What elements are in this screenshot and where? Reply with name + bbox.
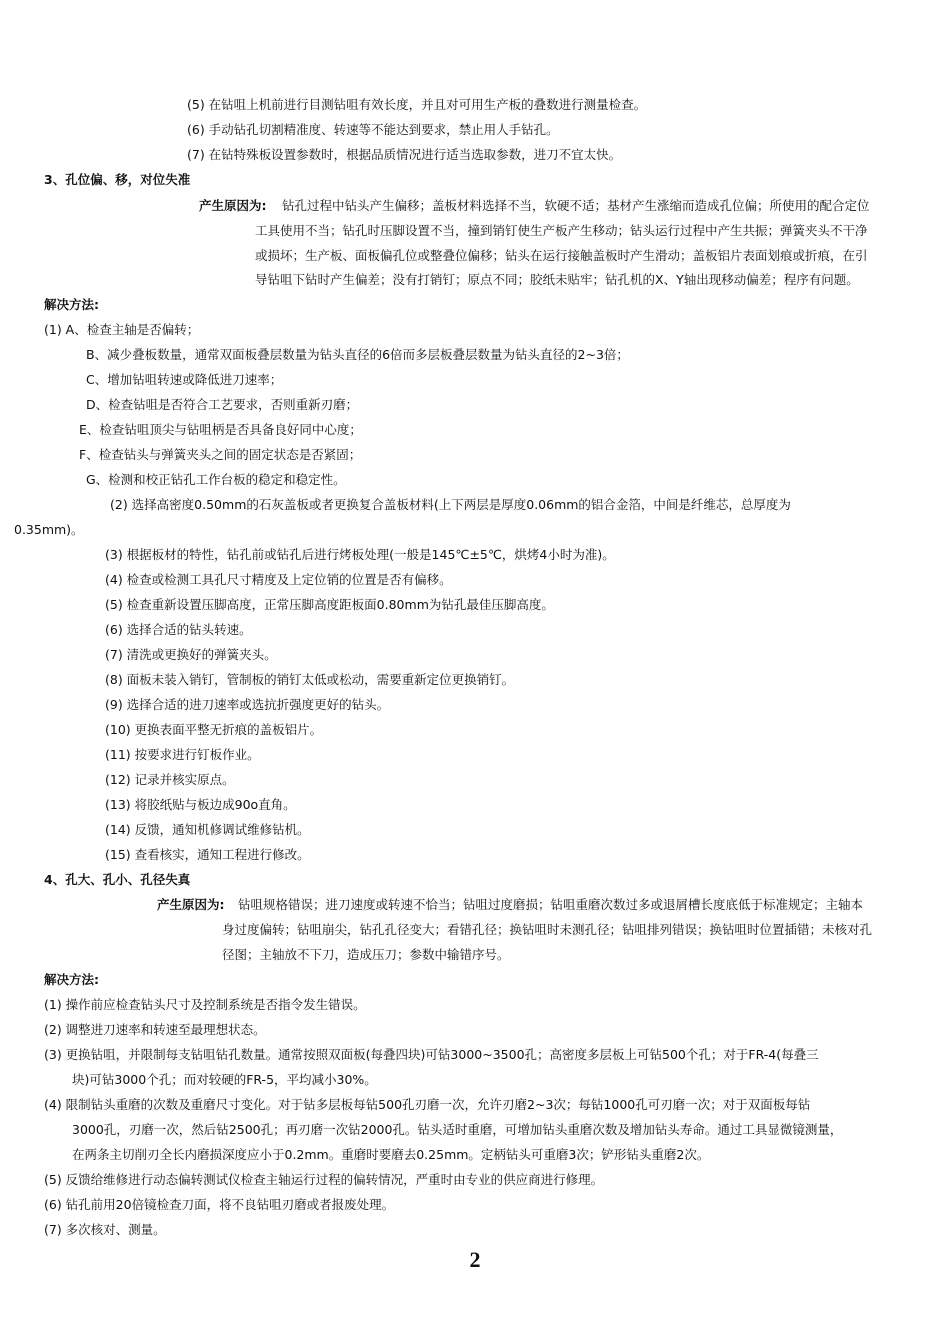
solution-item: (4) 限制钻头重磨的次数及重磨尺寸变化。对于钻多层板每钻500孔刃磨一次，允许刃磨2~3次；每钻1000孔可刃磨一次；对于双面板每钻	[44, 1097, 811, 1112]
step-5: (5) 在钻咀上机前进行目测钻咀有效长度，并且对可用生产板的叠数进行测量检查。	[187, 97, 647, 112]
section-4-cause-line: 钻咀规格错误；进刀速度或转速不恰当；钻咀过度磨损；钻咀重磨次数过多或退屑槽长度底低于标准规定；主轴本	[238, 897, 864, 912]
section-4-cause-label: 产生原因为:	[157, 897, 225, 912]
solution-sub-item: C、增加钻咀转速或降低进刀速率；	[86, 372, 283, 387]
solution-item: (15) 查看核实，通知工程进行修改。	[105, 847, 310, 862]
section-3-cause-line: 钻孔过程中钻头产生偏移；盖板材料选择不当，软硬不适；基材产生涨缩而造成孔位偏；所使用的配合定位	[282, 198, 870, 213]
section-4-heading: 4、孔大、孔小、孔径失真	[44, 872, 191, 887]
solution-item: (5) 反馈给维修进行动态偏转测试仪检查主轴运行过程的偏转情况，严重时由专业的供应商进行修理。	[44, 1172, 604, 1187]
section-4-cause-line: 径图；主轴放不下刀，造成压刀；参数中输错序号。	[222, 947, 510, 962]
solution-item-2: (2) 选择高密度0.50mm的石灰盖板或者更换复合盖板材料(上下两层是厚度0.06mm的铝合金箔，中间是纤维芯，总厚度为	[110, 497, 791, 512]
solution-item: (3) 根据板材的特性，钻孔前或钻孔后进行烤板处理(一般是145℃±5℃，烘烤4小时为准)。	[105, 547, 615, 562]
page-number: 2	[469, 1247, 481, 1272]
section-3-cause-line: 导钻咀下钻时产生偏差；没有打销钉；原点不同；胶纸未贴牢；钻孔机的X、Y轴出现移动偏差；程序有问题。	[255, 272, 859, 287]
step-6: (6) 手动钻孔切割精准度、转速等不能达到要求，禁止用人手钻孔。	[187, 122, 559, 137]
section-4-solution-label: 解决方法:	[44, 972, 99, 987]
solution-item: (6) 钻孔前用20倍镜检查刀面，将不良钻咀刃磨或者报废处理。	[44, 1197, 395, 1212]
section-3-solution-label: 解决方法:	[44, 297, 99, 312]
solution-item: (13) 将胶纸贴与板边成90o直角。	[105, 797, 296, 812]
solution-item-cont: 3000孔，刃磨一次，然后钻2500孔；再刃磨一次钻2000孔。钻头适时重磨，可增加钻头重磨次数及增加钻头寿命。通过工具显微镜测量，	[72, 1122, 843, 1137]
solution-item: (8) 面板未装入销钉，管制板的销钉太低或松动，需要重新定位更换销钉。	[105, 672, 515, 687]
step-7: (7) 在钻特殊板设置参数时，根据品质情况进行适当选取参数，进刀不宜太快。	[187, 147, 622, 162]
solution-item: (10) 更换表面平整无折痕的盖板铝片。	[105, 722, 323, 737]
solution-item: (1) 操作前应检查钻头尺寸及控制系统是否指令发生错误。	[44, 997, 366, 1012]
solution-sub-item: E、检查钻咀顶尖与钻咀柄是否具备良好同中心度；	[79, 422, 362, 437]
solution-item: (12) 记录并核实原点。	[105, 772, 235, 787]
solution-item: (4) 检查或检测工具孔尺寸精度及上定位销的位置是否有偏移。	[105, 572, 452, 587]
solution-sub-item: F、检查钻头与弹簧夹头之间的固定状态是否紧固；	[79, 447, 362, 462]
solution-sub-item: D、检查钻咀是否符合工艺要求，否则重新刃磨；	[86, 397, 359, 412]
section-3-heading: 3、孔位偏、移，对位失准	[44, 172, 191, 187]
solution-item: (6) 选择合适的钻头转速。	[105, 622, 252, 637]
solution-sub-item: (1) A、检查主轴是否偏转；	[44, 322, 200, 337]
solution-item-2-cont: 0.35mm)。	[14, 522, 84, 537]
solution-item: (3) 更换钻咀，并限制每支钻咀钻孔数量。通常按照双面板(每叠四块)可钻3000~3500孔；高密度多层板上可钻500个孔；对于FR-4(每叠三	[44, 1047, 819, 1062]
solution-item: (5) 检查重新设置压脚高度，正常压脚高度距板面0.80mm为钻孔最佳压脚高度。	[105, 597, 554, 612]
solution-sub-item: G、检测和校正钻孔工作台板的稳定和稳定性。	[86, 472, 346, 487]
solution-item: (7) 多次核对、测量。	[44, 1222, 166, 1237]
solution-item: (14) 反馈，通知机修调试维修钻机。	[105, 822, 310, 837]
solution-item: (2) 调整进刀速率和转速至最理想状态。	[44, 1022, 266, 1037]
solution-item: (9) 选择合适的进刀速率或选抗折强度更好的钻头。	[105, 697, 390, 712]
solution-item: (11) 按要求进行钉板作业。	[105, 747, 260, 762]
section-3-cause-line: 或损坏；生产板、面板偏孔位或整叠位偏移；钻头在运行接触盖板时产生滑动；盖板铝片表面划痕或折痕，在引	[255, 248, 868, 263]
section-3-cause-line: 工具使用不当；钻孔时压脚设置不当，撞到销钉使生产板产生移动；钻头运行过程中产生共振；弹簧夹头不干净	[255, 223, 868, 238]
section-3-cause-label: 产生原因为:	[199, 198, 267, 213]
solution-item-cont: 块)可钻3000个孔；而对较硬的FR-5，平均减小30%。	[72, 1072, 377, 1087]
solution-sub-item: B、减少叠板数量，通常双面板叠层数量为钻头直径的6倍而多层板叠层数量为钻头直径的2~3倍；	[86, 347, 629, 362]
solution-item: (7) 清洗或更换好的弹簧夹头。	[105, 647, 277, 662]
solution-item-cont: 在两条主切削刃全长内磨损深度应小于0.2mm。重磨时要磨去0.25mm。定柄钻头可重磨3次；铲形钻头重磨2次。	[72, 1147, 710, 1162]
section-4-cause-line: 身过度偏转；钻咀崩尖，钻孔孔径变大；看错孔径；换钻咀时未测孔径；钻咀排列错误；换钻咀时位置插错；未核对孔	[222, 922, 873, 937]
